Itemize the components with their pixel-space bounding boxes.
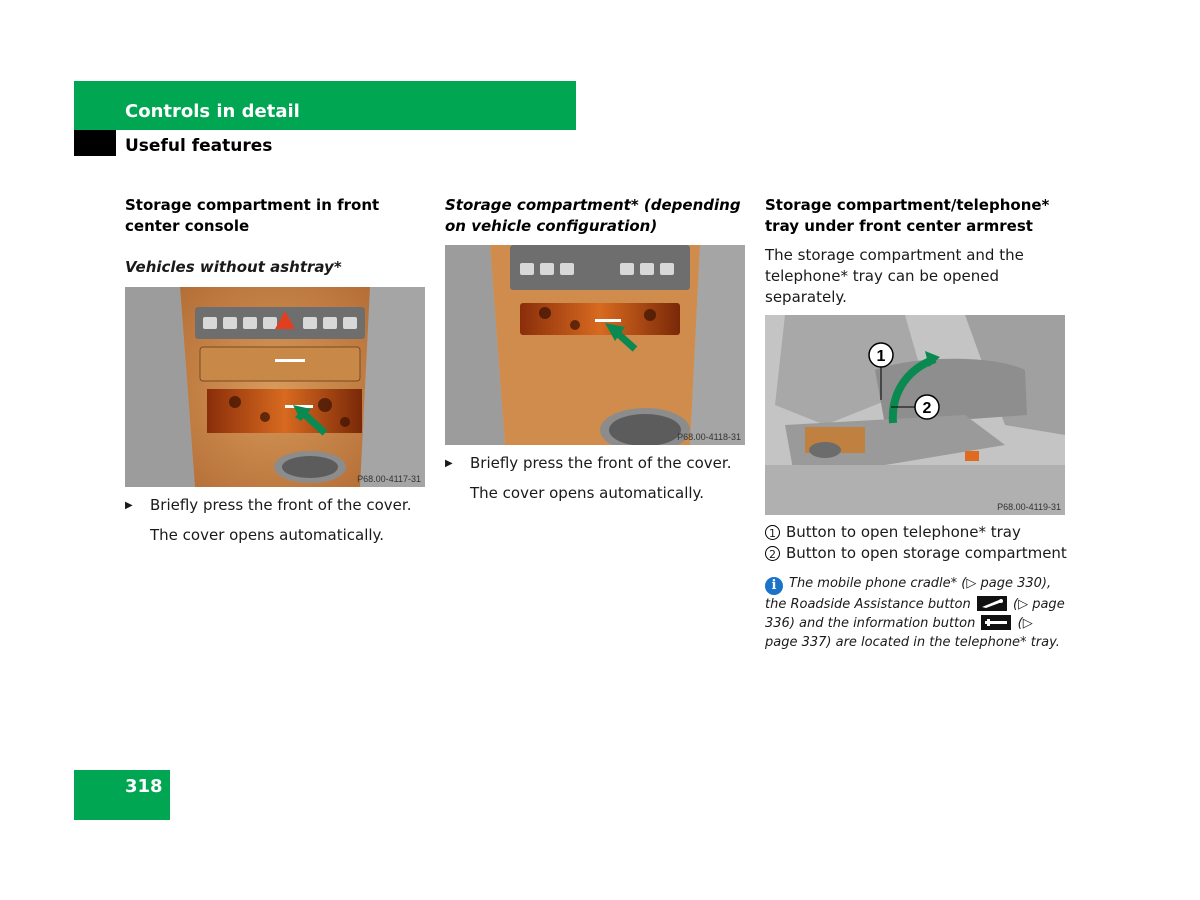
legend-text: Button to open storage compartment <box>786 544 1067 562</box>
callout-1: 1 <box>876 348 886 365</box>
section-heading: Storage compartment in front center console <box>125 196 380 235</box>
instruction-step <box>445 453 747 474</box>
figure-code: P68.00-4119-31 <box>997 502 1061 512</box>
figure-code: P68.00-4118-31 <box>677 432 741 442</box>
chapter-title: Controls in detail <box>125 101 300 122</box>
section-heading: Storage compartment* (depending on vehicle configuration) <box>445 196 741 235</box>
armrest-illustration <box>765 315 1065 515</box>
note-text-part2: (▷ page 336) and the information button <box>765 597 1065 631</box>
console-figure <box>125 287 425 487</box>
legend-number: 1 <box>765 525 780 540</box>
instruction-step <box>125 495 427 516</box>
note-text-part3: (▷ page 337) are located in the telephone* tray. <box>765 616 1060 650</box>
legend-number: 2 <box>765 546 780 561</box>
armrest-figure <box>765 315 1065 515</box>
step-text: Briefly press the front of the cover. <box>470 454 732 472</box>
roadside-assistance-button-icon <box>977 596 1007 611</box>
bullet-arrow-icon: ▶ <box>125 500 133 511</box>
step-result: The cover opens automatically. <box>470 484 705 502</box>
column-armrest-tray <box>765 195 1067 652</box>
section-title: Useful features <box>125 136 273 156</box>
legend <box>765 522 1067 564</box>
compartment-figure <box>445 245 745 445</box>
note-text-part1: The mobile phone cradle* (▷ page 330), the Roadside Assistance button <box>765 576 1052 612</box>
page-number: 318 <box>125 776 163 797</box>
legend-item <box>765 522 1067 543</box>
column-storage-compartment <box>445 195 747 504</box>
bullet-arrow-icon: ▶ <box>445 458 453 469</box>
intro-text: The storage compartment and the telephone* tray can be opened separately. <box>765 246 1024 306</box>
console-illustration <box>125 287 425 487</box>
figure-code: P68.00-4117-31 <box>357 474 421 484</box>
subsection-heading: Vehicles without ashtray* <box>125 258 342 276</box>
step-text: Briefly press the front of the cover. <box>150 496 412 514</box>
section-marker <box>74 130 116 156</box>
callout-2: 2 <box>922 400 932 417</box>
information-button-icon <box>981 615 1011 630</box>
step-result: The cover opens automatically. <box>150 526 385 544</box>
info-note <box>765 574 1067 652</box>
section-heading: Storage compartment/telephone* tray under front center armrest <box>765 196 1050 235</box>
compartment-illustration <box>445 245 745 445</box>
legend-text: Button to open telephone* tray <box>786 523 1021 541</box>
info-icon: i <box>765 577 783 595</box>
legend-item <box>765 543 1067 564</box>
column-front-center-console <box>125 195 427 546</box>
